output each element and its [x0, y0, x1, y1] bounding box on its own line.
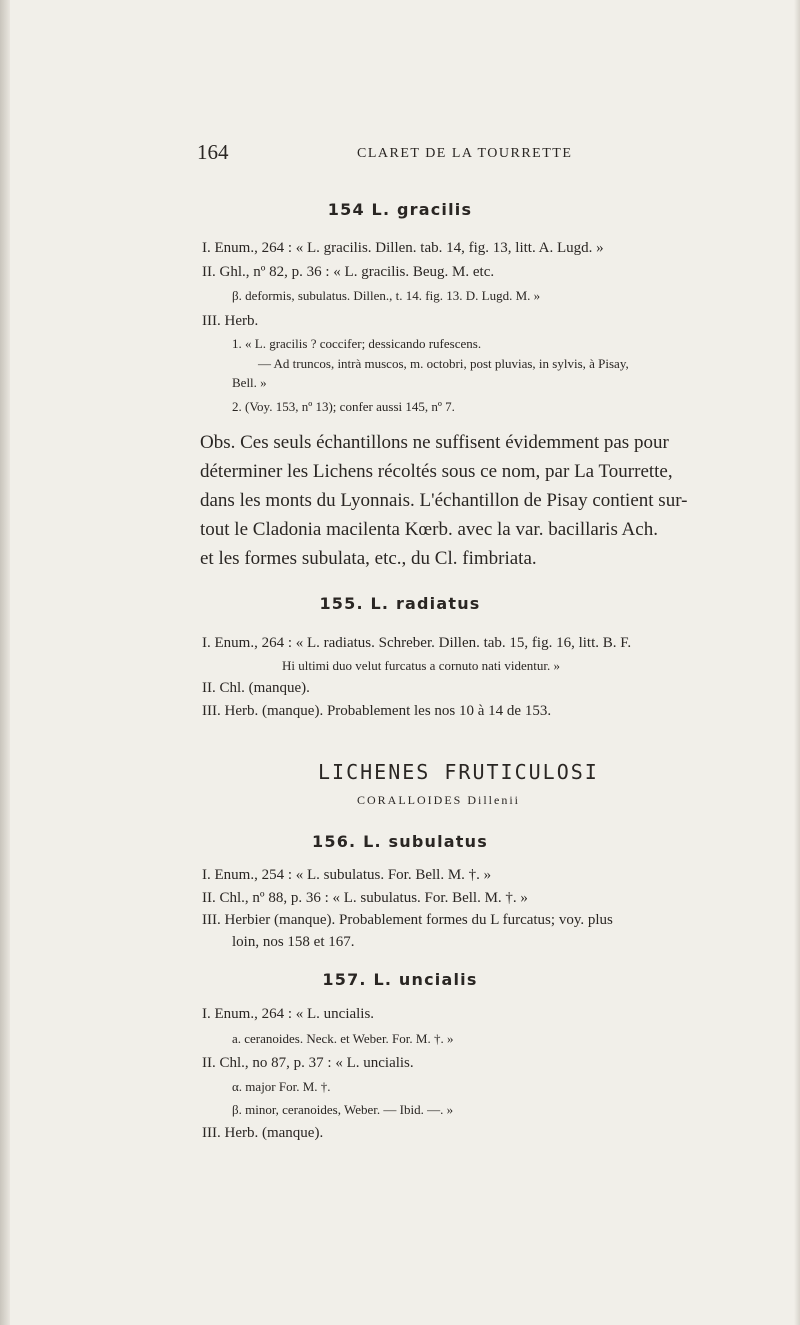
page-number: 164	[197, 140, 229, 164]
entry-line: α. major For. M. †.	[232, 1079, 331, 1094]
running-head: CLARET DE LA TOURRETTE	[357, 146, 573, 161]
entry-line: III. Herb. (manque).	[202, 1125, 324, 1141]
entry-line: β. minor, ceranoides, Weber. — Ibid. —. »	[232, 1102, 454, 1117]
entry-line: II. Chl., no 87, p. 37 : « L. uncialis.	[202, 1055, 414, 1071]
entry-line: II. Chl. (manque).	[202, 680, 310, 696]
paragraph-line: dans les monts du Lyonnais. L'échantillon de Pisay contient sur-	[200, 490, 688, 511]
page-outer-edge	[794, 0, 800, 1325]
entry-heading: 154 L. gracilis	[327, 200, 473, 219]
entry-line: II. Chl., nº 88, p. 36 : « L. subulatus. For. Bell. M. †. »	[202, 890, 528, 906]
entry-157	[200, 970, 600, 989]
paragraph-line: Obs. Ces seuls échantillons ne suffisent évidemment pas pour	[200, 432, 669, 453]
entry-line: — Ad truncos, intrà muscos, m. octobri, post pluvias, in sylvis, à Pisay,	[258, 356, 629, 371]
entry-line: II. Ghl., nº 82, p. 36 : « L. gracilis. Beug. M. etc.	[202, 264, 495, 280]
entry-line: III. Herbier (manque). Probablement formes du L furcatus; voy. plus	[202, 912, 613, 928]
entry-line: I. Enum., 264 : « L. uncialis.	[202, 1006, 375, 1022]
page-binding-edge	[0, 0, 10, 1325]
paragraph-line: tout le Cladonia macilenta Kœrb. avec la var. bacillaris Ach.	[200, 519, 658, 540]
entry-line: III. Herb. (manque). Probablement les nos 10 à 14 de 153.	[202, 703, 552, 719]
entry-155	[200, 594, 600, 613]
entry-line: a. ceranoides. Neck. et Weber. For. M. †. »	[232, 1031, 454, 1046]
entry-line: β. deformis, subulatus. Dillen., t. 14. fig. 13. D. Lugd. M. »	[232, 288, 541, 303]
entry-line: 2. (Voy. 153, nº 13); confer aussi 145, nº 7.	[232, 399, 455, 414]
entry-line: I. Enum., 264 : « L. gracilis. Dillen. tab. 14, fig. 13, litt. A. Lugd. »	[202, 240, 604, 256]
group-subtitle: CORALLOIDES Dillenii	[357, 793, 520, 807]
entry-line: I. Enum., 264 : « L. radiatus. Schreber. Dillen. tab. 15, fig. 16, litt. B. F.	[202, 635, 632, 651]
entry-line: Hi ultimi duo velut furcatus a cornuto nati videntur. »	[282, 658, 561, 673]
group-title: LICHENES FRUTICULOSI	[318, 760, 599, 784]
entry-154	[200, 200, 600, 219]
entry-line: loin, nos 158 et 167.	[232, 934, 355, 950]
entry-heading: 157. L. uncialis	[322, 970, 478, 989]
entry-heading: 156. L. subulatus	[312, 832, 488, 851]
entry-line: Bell. »	[232, 375, 267, 390]
entry-156	[200, 832, 600, 851]
paragraph-line: déterminer les Lichens récoltés sous ce nom, par La Tourrette,	[200, 461, 673, 482]
entry-line: I. Enum., 254 : « L. subulatus. For. Bell. M. †. »	[202, 867, 492, 883]
paragraph-line: et les formes subulata, etc., du Cl. fimbriata.	[200, 548, 537, 569]
entry-line: III. Herb.	[202, 313, 259, 329]
entry-heading: 155. L. radiatus	[319, 594, 481, 613]
entry-line: 1. « L. gracilis ? coccifer; dessicando rufescens.	[232, 336, 482, 351]
